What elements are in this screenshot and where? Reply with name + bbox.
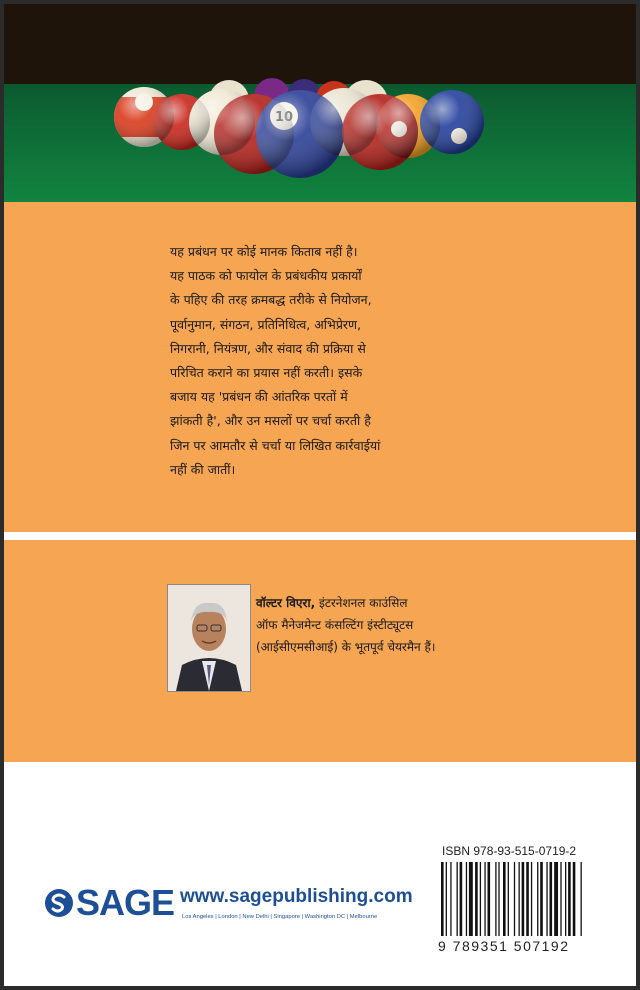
barcode-bar xyxy=(546,862,547,936)
publisher-cities: Los Angeles | London | New Delhi | Singapore | Washington DC | Melbourne xyxy=(182,914,378,920)
barcode-bar xyxy=(526,862,529,936)
blurb-line: के पहिए की तरह क्रमबद्ध तरीके से नियोजन, xyxy=(170,292,372,308)
blurb-line: निगरानी, नियंत्रण, और संवाद की प्रक्रिया से xyxy=(170,340,366,356)
blurb-line: नहीं की जातीं। xyxy=(170,461,236,477)
barcode-bar xyxy=(446,862,447,936)
barcode-bar xyxy=(484,862,485,936)
author-photo xyxy=(167,584,251,692)
author-bio-line-2: ऑफ मैनेजमेन्ट कंसल्टिंग इंस्टीट्यूटस xyxy=(256,618,414,632)
barcode-bar xyxy=(537,862,538,936)
barcode-bar xyxy=(469,862,473,936)
sage-logo-icon xyxy=(44,888,74,918)
barcode-bar xyxy=(554,862,558,936)
barcode-number: 9 789351 507192 xyxy=(438,938,570,954)
barcode-bar xyxy=(450,862,451,936)
publisher-name: SAGE xyxy=(76,882,175,923)
barcode-bar xyxy=(460,862,463,936)
blurb-line: झांकती है', और उन मसलों पर चर्चा करती है xyxy=(170,413,371,429)
barcode-bar xyxy=(581,862,582,936)
isbn-text: ISBN 978-93-515-0719-2 xyxy=(442,844,577,858)
author-name: वॉल्टर विएरा, xyxy=(256,596,316,610)
barcode-bar xyxy=(560,862,561,936)
blurb-line: यह प्रबंधन पर कोई मानक किताब नहीं है। xyxy=(170,244,358,259)
barcode-bar xyxy=(508,862,509,936)
book-back-cover xyxy=(4,4,636,986)
author-bio-line-1 xyxy=(256,592,496,614)
author-portrait-icon xyxy=(168,585,250,691)
section-divider xyxy=(4,532,636,540)
billiard-balls-photo xyxy=(4,4,636,202)
book-blurb xyxy=(170,240,470,482)
publisher-url[interactable]: www.sagepublishing.com xyxy=(180,886,413,907)
barcode-bar xyxy=(531,862,532,936)
barcode-bar xyxy=(540,862,543,936)
author-bio xyxy=(256,592,496,658)
barcode-bar xyxy=(457,862,458,936)
barcode-bar xyxy=(441,862,444,936)
blurb-line: पूर्वानुमान, संगठन, प्रतिनिधित्व, अभिप्रेरण, xyxy=(170,316,362,332)
barcode-bar xyxy=(550,862,553,936)
barcode-icon xyxy=(439,862,631,940)
barcode-bar xyxy=(514,862,515,936)
barcode-bar xyxy=(488,862,491,936)
barcode-bar xyxy=(498,862,499,936)
author-bio-line-3: (आईसीएमसीआई) के भूतपूर्व चेयरमैन हैं। xyxy=(256,640,436,654)
barcode-bar xyxy=(495,862,496,936)
blurb-line: परिचित कराने का प्रयास नहीं करती। इसके xyxy=(170,365,363,381)
blurb-line: बजाय यह 'प्रबंधन की आंतरिक परतों में xyxy=(170,389,348,405)
barcode-bar xyxy=(568,862,571,936)
barcode-bar xyxy=(519,862,520,936)
barcode-bar xyxy=(475,862,478,936)
blurb-line: यह पाठक को फायोल के प्रबंधकीय प्रकार्यों xyxy=(170,268,362,284)
barcode-bar xyxy=(522,862,525,936)
billiard-balls-illustration xyxy=(4,4,636,202)
barcode-bar xyxy=(480,862,481,936)
barcode-bar xyxy=(466,862,467,936)
blurb-line: जिन पर आमतौर से चर्चा या लिखित कार्रवाईयां xyxy=(170,437,381,453)
barcode-bar xyxy=(503,862,506,936)
barcode-bar xyxy=(565,862,566,936)
author-bio-text: इंटरनेशनल काउंसिल xyxy=(315,596,408,610)
barcode-bar xyxy=(573,862,576,936)
